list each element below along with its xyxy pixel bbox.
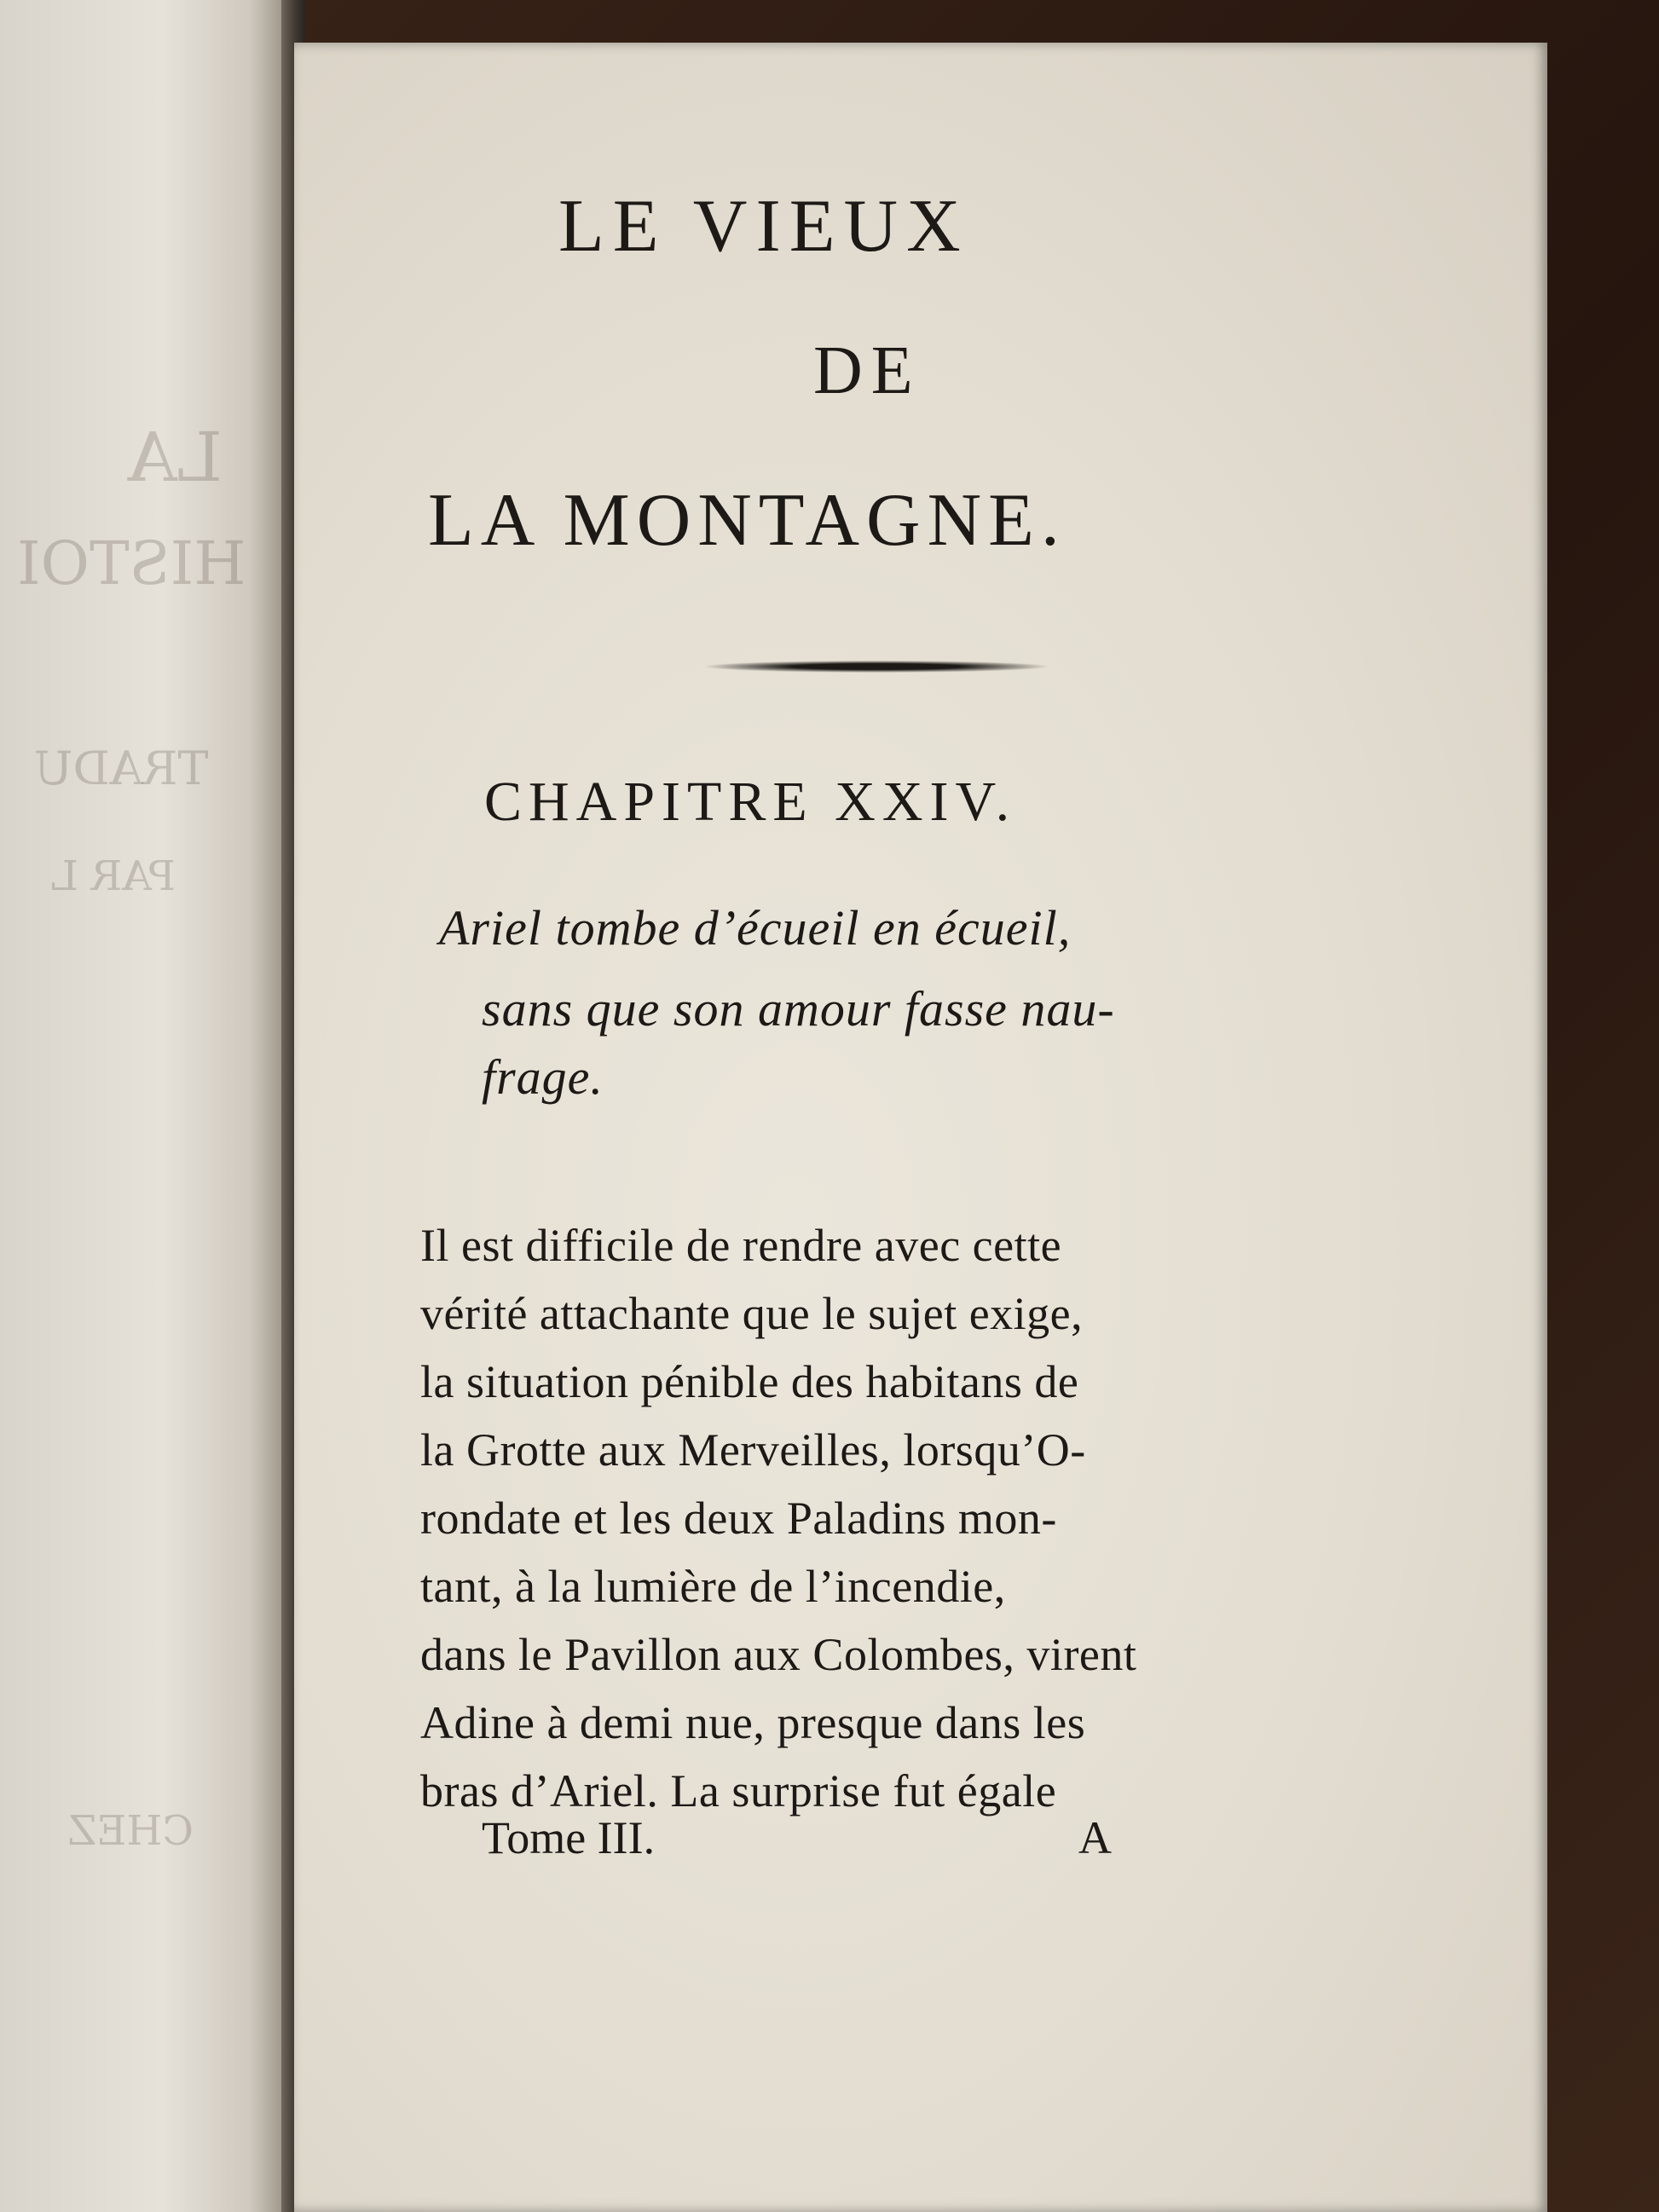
body-text-line: la situation pénible des habitans de (420, 1356, 1079, 1407)
chapter-summary-line: frage. (482, 1049, 604, 1105)
bleed-through-text: HISTOI (17, 528, 246, 598)
body-text-line: vérité attachante que le sujet exige, (420, 1288, 1084, 1339)
title-line-2: DE (813, 333, 922, 408)
body-text-line: tant, à la lumière de l’incendie, (420, 1561, 1006, 1612)
bleed-through-text: TRADU (34, 742, 209, 795)
body-text-line: Adine à demi nue, presque dans les (420, 1697, 1086, 1748)
chapter-heading: CHAPITRE XXIV. (484, 771, 1017, 833)
title-line-3: LA MONTAGNE. (428, 479, 1066, 562)
bleed-through-text: LA (128, 418, 223, 497)
body-text-line: rondate et les deux Paladins mon- (420, 1493, 1057, 1544)
decorative-rule (706, 661, 1047, 673)
bleed-through-text: CHEZ (68, 1807, 194, 1855)
body-text-line: dans le Pavillon aux Colombes, virent (420, 1629, 1137, 1680)
body-text-line: bras d’Ariel. La surprise fut égale (420, 1765, 1057, 1816)
body-text-line: la Grotte aux Merveilles, lorsqu’O- (420, 1424, 1086, 1476)
title-line-1: LE VIEUX (558, 185, 969, 268)
signature-mark: A (1078, 1812, 1112, 1863)
chapter-summary-line: Ariel tombe d’écueil en écueil, (439, 900, 1072, 956)
chapter-summary-line: sans que son amour fasse nau- (482, 981, 1115, 1037)
facing-page (0, 0, 294, 2212)
bleed-through-text: PAR L (51, 852, 176, 900)
volume-footer: Tome III. (482, 1812, 656, 1863)
body-text-line: Il est difficile de rendre avec cette (420, 1220, 1062, 1271)
